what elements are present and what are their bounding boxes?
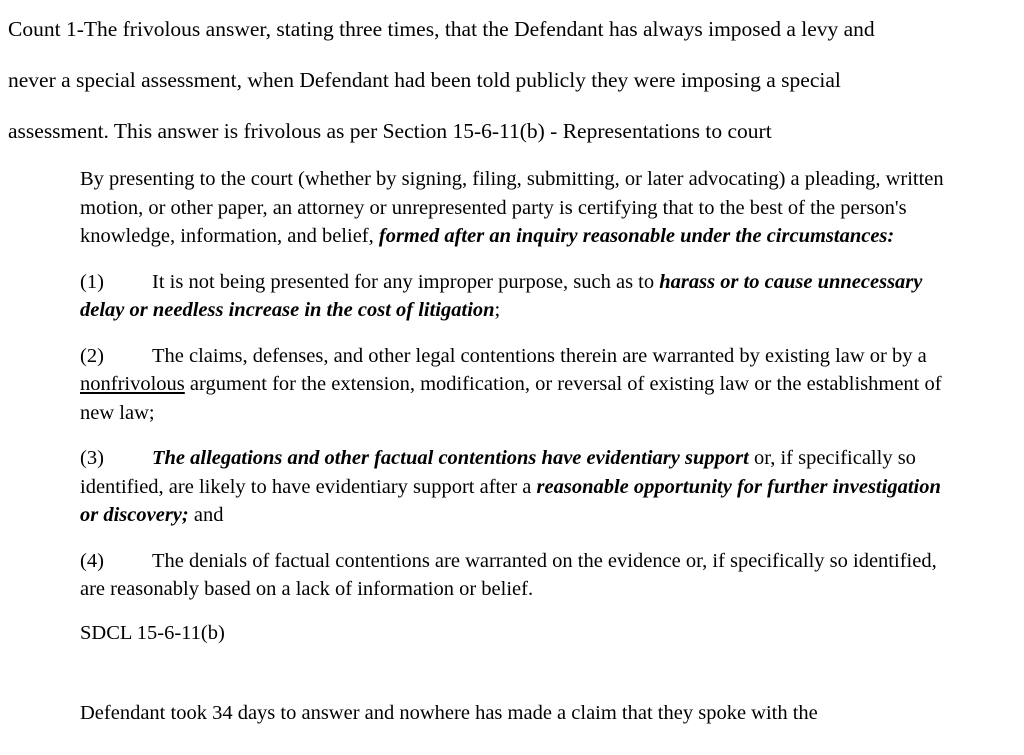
trailing-paragraph: Defendant took 34 days to answer and nowhere has made a claim that they spoke with the — [80, 702, 818, 724]
statute-preamble — [80, 165, 954, 251]
statute-item-1-number: (1) — [80, 270, 104, 293]
statute-item-3-number: (3) — [80, 447, 104, 469]
statute-item-3-text-end: and — [193, 504, 224, 526]
count-intro-line-1: Count 1-The frivolous answer, stating three times, that the Defendant has always imposed a levy and — [8, 17, 875, 41]
statute-citation: SDCL 15-6-11(b) — [80, 621, 225, 644]
statute-preamble-emphasis: formed after an inquiry reasonable under the circumstances: — [378, 225, 895, 247]
statute-item-2 — [80, 342, 954, 428]
statute-item-2-text-end: argument for the extension, modification, or reversal of existing law or the establishment of new law; — [80, 373, 942, 424]
statute-item-4-number: (4) — [80, 549, 104, 572]
statute-item-1 — [80, 268, 954, 325]
statute-item-4 — [80, 547, 954, 604]
statute-item-1-emphasis: harass or to cause unnecessary delay or needless increase in the cost of litigation — [80, 270, 923, 321]
statute-item-2-text: The claims, defenses, and other legal contentions therein are warranted by existing law or by a — [152, 344, 927, 367]
statute-preamble-text: By presenting to the court (whether by signing, filing, submitting, or later advocating) a pleading, written motion, or other paper, an attorney or unrepresented party is certifying that to the best of the person's knowledge, information, and belief, — [80, 168, 944, 247]
statute-item-3-emphasis-2: reasonable opportunity for further investigation or discovery; — [80, 475, 941, 526]
statute-quote-block — [0, 157, 1024, 647]
statute-item-4-text: The denials of factual contentions are warranted on the evidence or, if specifically so identified, are reasonably based on a lack of information or belief. — [80, 549, 937, 600]
statute-item-2-number: (2) — [80, 344, 104, 367]
statute-item-3-text: or, if specifically so identified, are likely to have evidentiary support after a — [80, 447, 916, 498]
statute-item-3 — [80, 444, 954, 530]
count-intro-line-2: never a special assessment, when Defendant had been told publicly they were imposing a special — [8, 68, 841, 92]
statute-item-1-text-end: ; — [494, 299, 501, 321]
count-intro-paragraph — [0, 0, 1024, 157]
count-intro-line-3: assessment. This answer is frivolous as per Section 15-6-11(b) - Representations to court — [8, 119, 772, 143]
statute-item-3-emphasis: The allegations and other factual contentions have evidentiary support — [152, 447, 749, 469]
statute-item-2-underlined-term: nonfrivolous — [80, 373, 185, 395]
statute-item-1-text: It is not being presented for any improper purpose, such as to — [152, 270, 655, 293]
